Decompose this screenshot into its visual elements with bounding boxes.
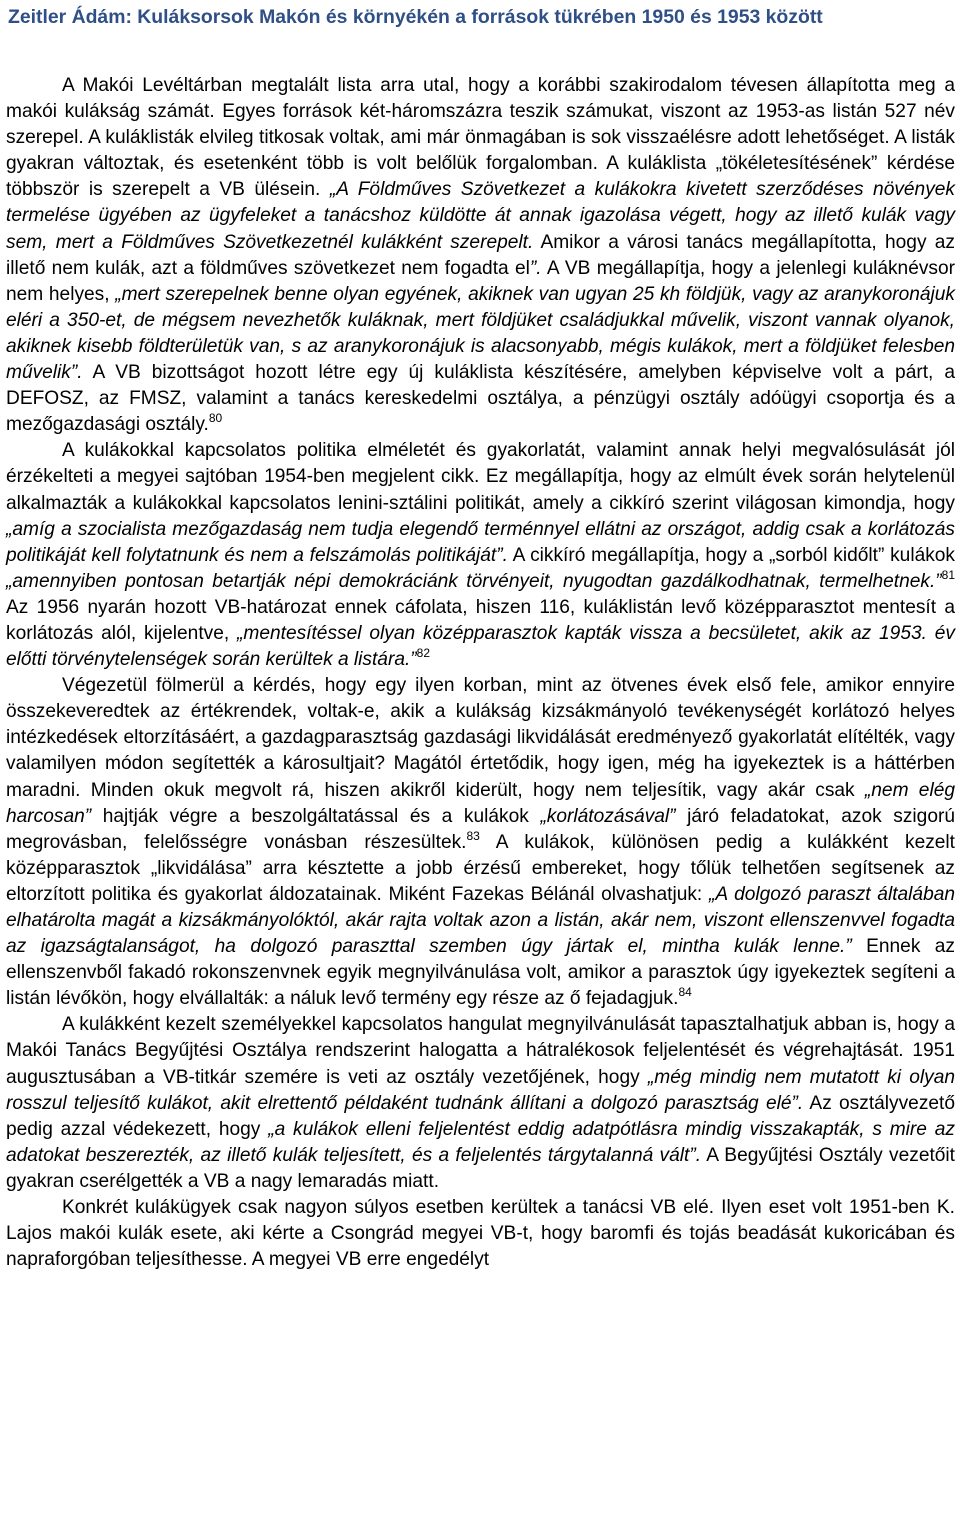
body-paragraph [6, 673, 955, 1012]
text-run: A VB bizottságot hozott létre egy új kuláklista készítésére, amelyben képviselve volt a párt, a DEFOSZ, az FMSZ, valamint a tanács kereskedelmi osztálya, a pénzügyi osztály adóügyi csoportja és a mezőgazdasági osztály. [6, 362, 955, 436]
quoted-text: ”. [529, 257, 542, 279]
text-run: A VB megállapítja, hogy a jelenlegi kuláknévsor nem helyes, [6, 257, 956, 305]
body-paragraph [6, 438, 955, 673]
footnote-reference: 81 [941, 567, 955, 582]
text-run: Végezetül fölmerül a kérdés, hogy egy ilyen korban, mint az ötvenes évek első fele, amikor ennyire összekeveredtek az értékrendek, voltak-e, akik a kulákság kizsákmányoló tevékenységét korlátozó helyes intézkedések eltorzításáért, a gazdagparasztság gazdasági likvidálását eredményező gyakorlatát elítélték, vagy valamilyen módon segítették a károsultjait? Magától értetődik, hogy igen, még ha igyekeztek is a háttérben maradni. Minden okuk megvolt rá, hiszen akikről kiderült, hogy nem teljesítik, vagy akár csak [6, 675, 955, 801]
quoted-text: „A Földműves Szövetkezet a kulákokra kivetett szerződéses növények termelése ügyében az ügyfeleket a tanácshoz küldötte át annak igazolása végett, hogy az illető kulák vagy sem, mert a Földműves Szövetkezetnél kulákként szerepelt. [6, 179, 955, 253]
quoted-text: „korlátozásával” [540, 805, 676, 827]
footnote-reference: 80 [208, 411, 223, 426]
text-run: A kulákok, különösen pedig a kulákként kezelt középparasztok „likvidálása” arra késztette a jobb érzésű embereket, hogy tőlük telhetően segítsenek az eltorzított politika és gyakorlat áldozatainak. Miként Fazekas Bélánál olvashatjuk: [6, 831, 955, 905]
text-run: A Begyűjtési Osztály vezetőit gyakran cserélgették a VB a nagy lemaradás miatt. [6, 1144, 956, 1192]
quoted-text: „amennyiben pontosan betartják népi demokráciánk törvényeit, nyugodtan gazdálkodhatnak, termelhetnek.” [6, 570, 942, 592]
body-paragraph [6, 73, 955, 438]
footnote-reference: 83 [466, 828, 480, 843]
body-paragraph [6, 1195, 955, 1273]
quoted-text: „még mindig nem mutatott ki olyan rosszul teljesítő kulákot, akit elrettentő példaként tudnánk állítani a dolgozó parasztság elé”. [6, 1066, 955, 1114]
quoted-text: „mentesítéssel olyan középparasztok kapták vissza a becsületet, akik az 1953. év előtti törvénytelenségek során kerültek a listára.” [6, 622, 955, 671]
text-run: hajtják végre a beszolgáltatással és a kulákok [91, 805, 541, 827]
text-run: Az 1956 nyarán hozott VB-határozat ennek cáfolata, hiszen 116, kuláklistán levő középparasztot mentesít a korlátozás alól, kijelentve, [6, 596, 955, 644]
text-run: Ennek az ellenszenvből fakadó rokonszenvnek egyik megnyilvánulása volt, amikor a parasztok úgy igyekeztek segíteni a listán lévőkön, hogy elvállalták: a náluk levő termény egy része az ő fejadagjuk. [6, 936, 955, 1010]
footnote-reference: 84 [678, 985, 692, 1000]
quoted-text: „amíg a szocialista mezőgazdaság nem tudja elegendő terménnyel ellátni az országot, addig csak a korlátozás politikáját kell folytatnunk és nem a felszámolás politikáját”. [6, 518, 955, 566]
quoted-text: „A dolgozó paraszt általában elhatárolta magát a kizsákmányolóktól, akár rajta voltak azon a listán, akár nem, viszont ellenszenvvel fogadta az igazságtalanságot, ha dolgozó paraszttal szemben úgy jártak el, mintha kulák lenne.” [6, 883, 955, 958]
text-run: járó feladatokat, azok szigorú megrovásban, felelősségre vonásban részesültek. [6, 805, 955, 853]
document-body [6, 73, 955, 1273]
text-run: Az osztályvezető pedig azzal védekezett, hogy [6, 1092, 956, 1140]
body-paragraph [6, 1012, 955, 1195]
footnote-reference: 82 [416, 646, 431, 661]
quoted-text: „a kulákok elleni feljelentést eddig adatpótlásra mindig visszakapták, s mire az adatokat beszerezték, az illető kulák teljesített, és a feljelentés tárgytalanná vált”. [6, 1118, 955, 1166]
text-run: A kulákként kezelt személyekkel kapcsolatos hangulat megnyilvánulását tapasztalhatjuk abban is, hogy a Makói Tanács Begyűjtési Osztálya rendszerint halogatta a hátralékosok feljelentését és végrehajtását. 1951 augusztusában a VB-titkár szemére is veti az osztály vezetőjének, hogy [6, 1014, 955, 1088]
quoted-text: „mert szerepelnek benne olyan egyének, akiknek van ugyan 25 kh földjük, vagy az aranykoronájuk eléri a 350-et, de mégsem nevezhetők kuláknak, mert földjüket családjukkal művelik, viszont vannak olyanok, akiknek kisebb földterületük van, s az aranykoronájuk is alacsonyabb, mégis kulákok, mert a földjüket felesben művelik”. [6, 283, 955, 384]
text-run: A cikkíró megállapítja, hogy a „sorból kidőlt” kulákok [507, 544, 955, 566]
text-run: A kulákokkal kapcsolatos politika elméletét és gyakorlatát, valamint annak helyi megvalósulását jól érzékelteti a megyei sajtóban 1954-ben megjelent cikk. Ez megállapítja, hogy az elmúlt évek során helytelenül alkalmazták a kulákokkal kapcsolatos lenini-sztálini politikát, amely a cikkíró szerint világosan kimondja, hogy [6, 440, 955, 514]
quoted-text: „nem elég harcosan” [6, 779, 955, 827]
text-run: Konkrét kulákügyek csak nagyon súlyos esetben kerültek a tanácsi VB elé. Ilyen eset volt 1951-ben K. Lajos makói kulák esete, aki kérte a Csongrád megyei VB-t, hogy baromfi és tojás beadását kukoricában és napraforgóban teljesíthesse. A megyei VB erre engedélyt [6, 1197, 955, 1271]
text-run: A Makói Levéltárban megtalált lista arra utal, hogy a korábbi szakirodalom tévesen állapította meg a makói kulákság számát. Egyes források két-háromszázra teszik számukat, viszont az 1953-as listán 527 név szerepel. A kuláklisták elvileg titkosak voltak, ami már önmagában is sok visszaélésre adott lehetőséget. A listák gyakran változtak, és esetenként több is volt belőlük forgalomban. A kuláklista „tökéletesítésének” kérdése többször is szerepelt a VB ülésein. [6, 75, 955, 201]
text-run: Amikor a városi tanács megállapította, hogy az illető nem kulák, azt a földműves szövetkezet nem fogadta el [6, 231, 955, 279]
document-header-title: Zeitler Ádám: Kuláksorsok Makón és környékén a források tükrében 1950 és 1953 között [8, 6, 823, 28]
